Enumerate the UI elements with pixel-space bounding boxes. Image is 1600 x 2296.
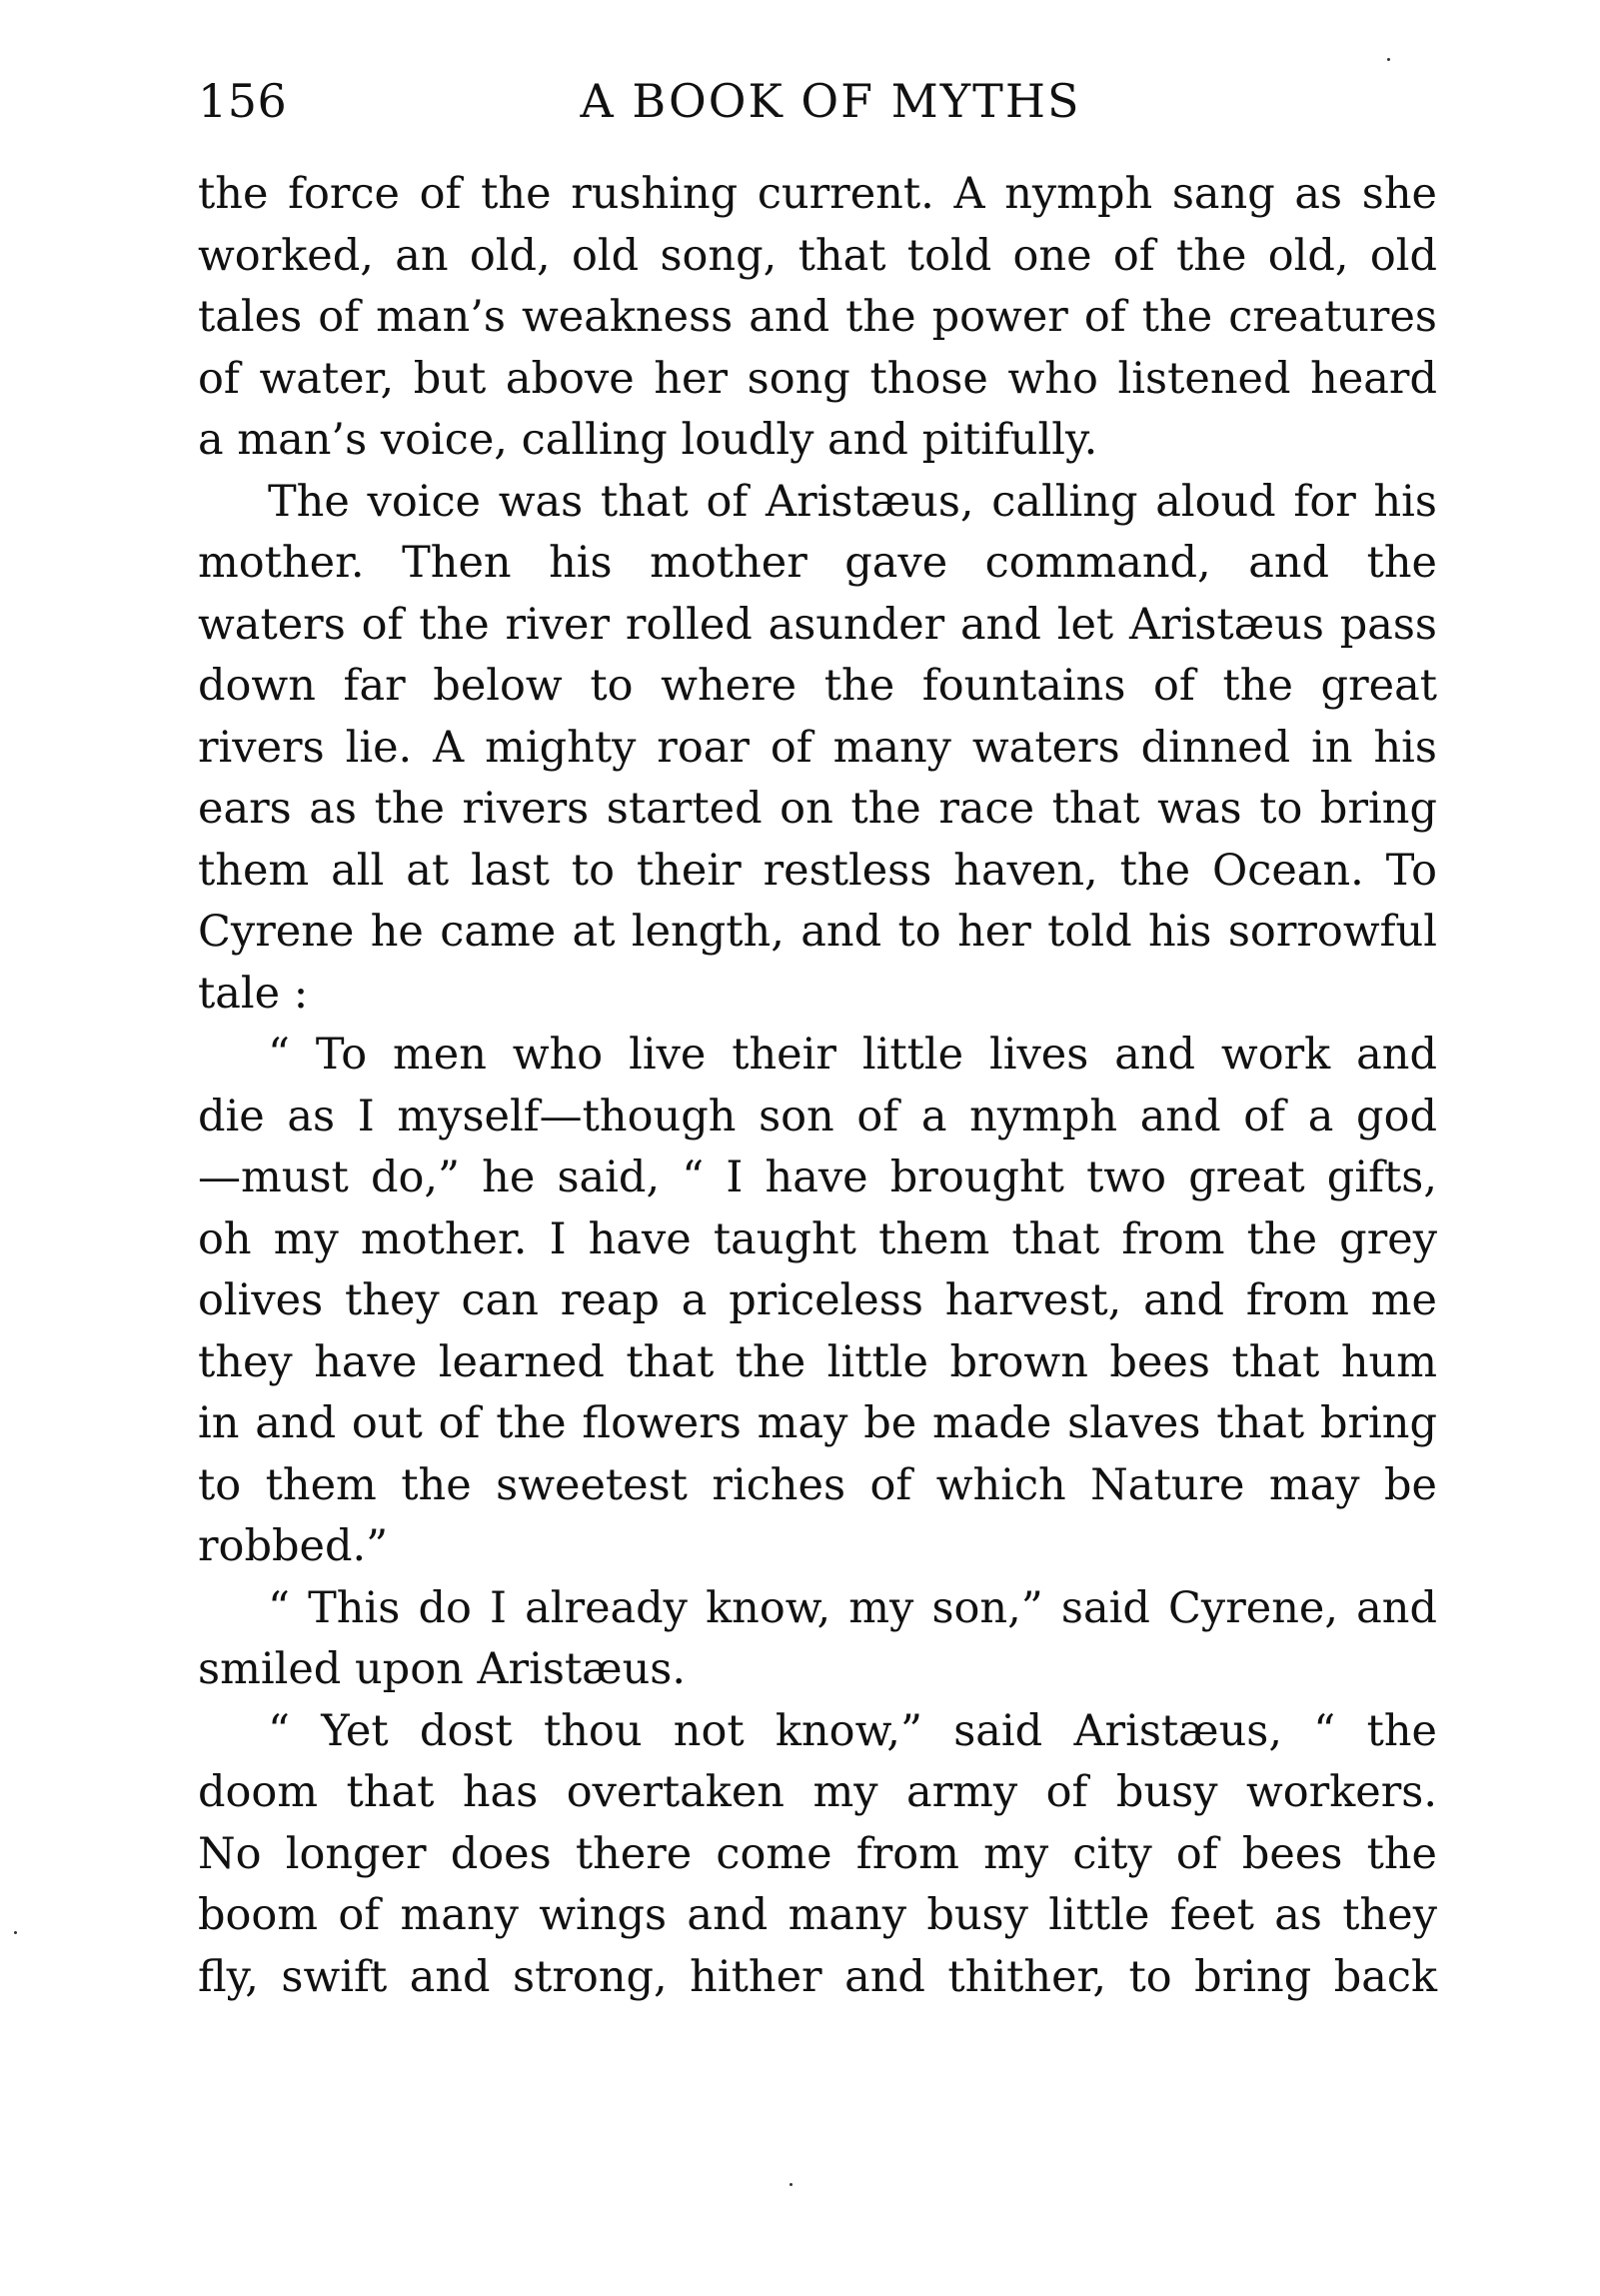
text-line: tale : [198,968,309,1019]
text-line: they have learned that the little brown bees that hum [198,1336,1437,1387]
scan-speck [14,1931,17,1934]
text-line: smiled upon Aristæus. [198,1644,687,1694]
body-text [198,164,1437,2008]
text-line: worked, an old, old song, that told one of the old, old [198,230,1437,281]
text-line: doom that has overtaken my army of busy workers. [198,1767,1437,1817]
running-head [198,66,1437,136]
text-line: them all at last to their restless haven, the Ocean. To [198,845,1437,896]
text-line: “ Yet dost thou not know,” said Aristæus, “ the [268,1705,1437,1756]
scan-speck [1387,58,1390,61]
text-line: the force of the rushing current. A nymph sang as she [198,169,1437,219]
text-line: mother. Then his mother gave command, and the [198,538,1437,588]
text-line: a man’s voice, calling loudly and pitifully. [198,415,1098,465]
book-title: A BOOK OF MYTHS [580,74,1081,128]
text-line: ears as the rivers started on the race that was to bring [198,784,1437,834]
text-line: rivers lie. A mighty roar of many waters dinned in his [198,722,1437,773]
text-line: —must do,” he said, “ I have brought two great gifts, [198,1152,1437,1202]
text-line: boom of many wings and many busy little feet as they [198,1890,1437,1940]
text-line: robbed.” [198,1521,389,1571]
text-line: olives they can reap a priceless harvest, and from me [198,1275,1437,1325]
scan-speck [790,2183,793,2186]
text-line: “ To men who live their little lives and work and [268,1030,1437,1080]
text-line: Cyrene he came at length, and to her told his sorrowful [198,907,1437,957]
text-line: of water, but above her song those who listened heard [198,353,1437,404]
text-line: waters of the river rolled asunder and let Aristæus pass [198,599,1437,650]
text-line: oh my mother. I have taught them that from the grey [198,1213,1437,1264]
text-line: to them the sweetest riches of which Nature may be [198,1459,1437,1510]
page-number: 156 [198,74,288,128]
text-line: in and out of the flowers may be made slaves that bring [198,1398,1437,1448]
text-line: “ This do I already know, my son,” said Cyrene, and [268,1582,1437,1633]
text-line: tales of man’s weakness and the power of the creatures [198,292,1437,342]
text-line: die as I myself—though son of a nymph and of a god [198,1091,1437,1142]
text-line: fly, swift and strong, hither and thither, to bring back [198,1951,1437,2002]
text-line: down far below to where the fountains of the great [198,661,1437,711]
text-line: No longer does there come from my city of bees the [198,1828,1437,1879]
text-line: The voice was that of Aristæus, calling aloud for his [268,476,1437,527]
